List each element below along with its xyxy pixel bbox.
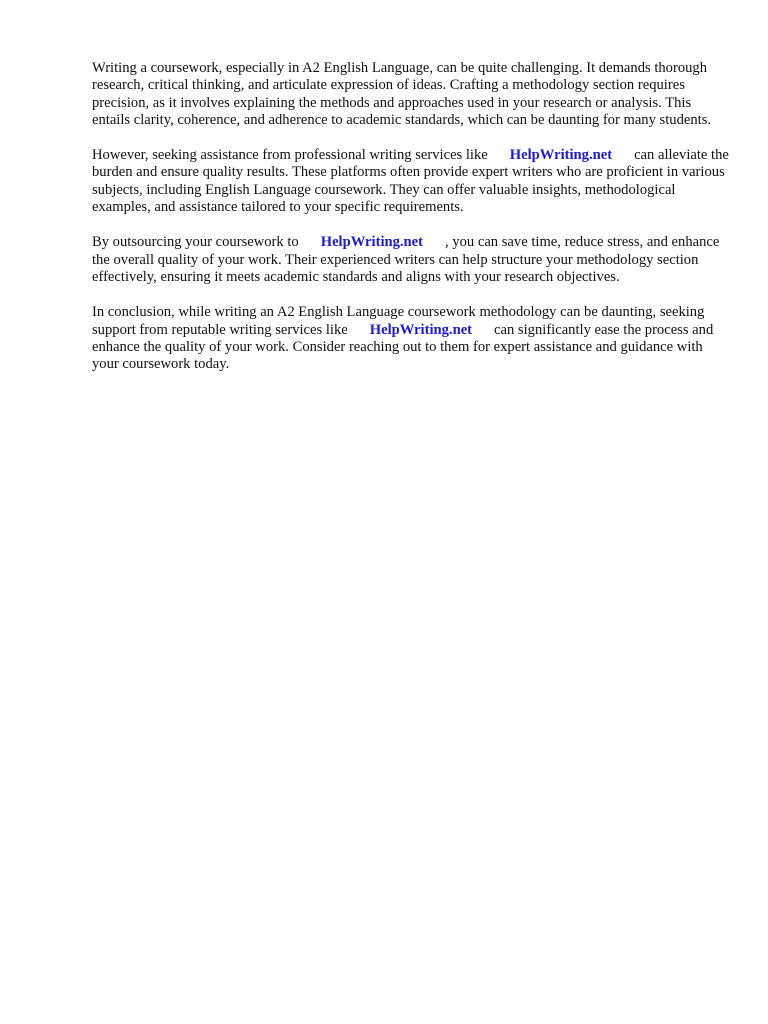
paragraph-text-before: In conclusion, while writing an A2 English Language coursework methodology can be daunting, seeking support from reputable writing services like bbox=[92, 304, 705, 338]
paragraph-conclusion bbox=[92, 304, 732, 373]
paragraph-text-before: By outsourcing your coursework to bbox=[92, 234, 299, 251]
document-body bbox=[92, 60, 732, 391]
paragraph-text-after: can alleviate the burden and ensure quality results. These platforms often provide expert writers who are proficient in various subjects, including English Language coursework. They can offer valuable insights, methodological examples, and assistance tailored to your specific requirements. bbox=[92, 147, 729, 216]
paragraph-text-before: However, seeking assistance from professional writing services like bbox=[92, 147, 488, 164]
helpwriting-link[interactable]: HelpWriting.net bbox=[369, 321, 473, 338]
paragraph-text-after: , you can save time, reduce stress, and enhance the overall quality of your work. Their experienced writers can help structure your methodology section effectively, ensuring it meets academic standards and aligns with your research objectives. bbox=[92, 234, 720, 285]
paragraph-intro bbox=[92, 60, 732, 129]
helpwriting-link[interactable]: HelpWriting.net bbox=[320, 234, 424, 251]
helpwriting-link[interactable]: HelpWriting.net bbox=[509, 147, 613, 164]
paragraph-assistance bbox=[92, 147, 732, 216]
paragraph-outsourcing bbox=[92, 234, 732, 286]
paragraph-text: Writing a coursework, especially in A2 English Language, can be quite challenging. It demands thorough research, critical thinking, and articulate expression of ideas. Crafting a methodology section requires precision, as it involves explaining the methods and approaches used in your research or analysis. This entails clarity, coherence, and adherence to academic standards, which can be daunting for many students. bbox=[92, 60, 712, 128]
paragraph-text-after: can significantly ease the process and enhance the quality of your work. Consider reaching out to them for expert assistance and guidance with your coursework today. bbox=[92, 321, 714, 373]
